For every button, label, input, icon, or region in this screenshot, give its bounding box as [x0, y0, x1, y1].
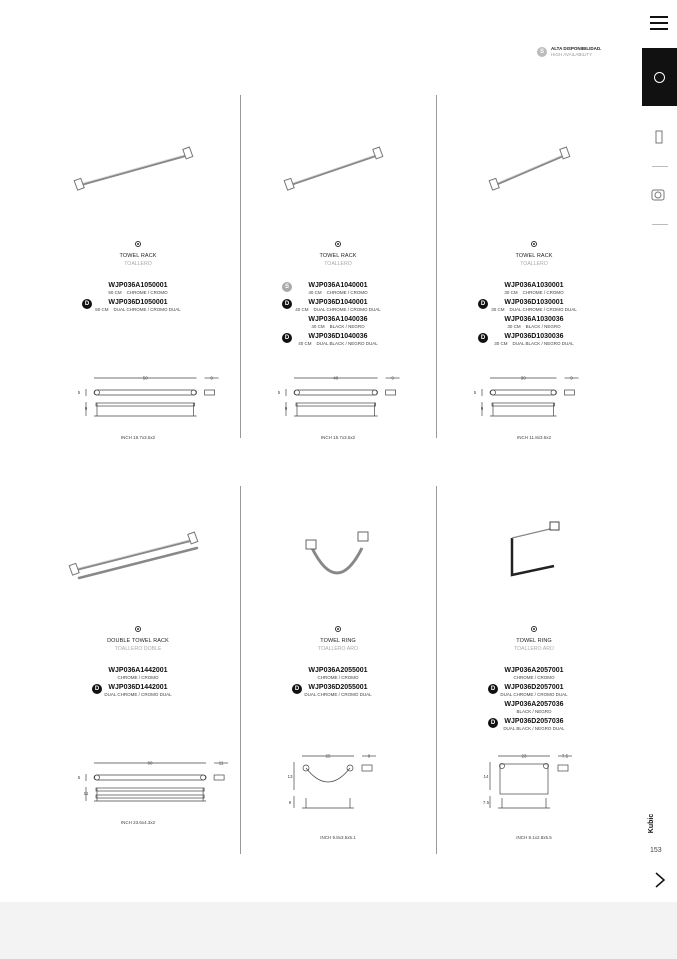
towel-ring-illustration — [306, 532, 368, 573]
reference-row — [242, 684, 434, 701]
reference-size: 30 CM — [491, 307, 505, 312]
reference-code: WJP036D1050001 — [108, 299, 168, 306]
reference-row — [438, 718, 630, 735]
sidebar-separator — [652, 224, 668, 225]
sidebar — [640, 0, 677, 902]
reference-finish — [438, 307, 630, 312]
reference-size: 40 CM — [295, 307, 309, 312]
product-photo — [42, 125, 234, 215]
dual-badge: D — [282, 333, 292, 343]
sidebar-item-accessory[interactable] — [648, 184, 670, 206]
towel-rack-illustration — [69, 532, 198, 578]
reference-finish — [438, 341, 630, 346]
product-type-icon — [531, 626, 537, 632]
reference-finish — [242, 341, 434, 346]
reference-finish-text: BLACK / NEGRO — [525, 324, 561, 329]
footer-band — [0, 902, 677, 959]
reference-size: 40 CM — [298, 341, 312, 346]
product-subname: TOALLERO ARO — [318, 646, 358, 652]
reference-list — [42, 282, 234, 316]
reference-finish-text: DUAL CHROME / CROMO DUAL — [509, 307, 577, 312]
dual-badge: D — [82, 299, 92, 309]
product-subname: TOALLERO ARO — [514, 646, 554, 652]
dimension-width: 30 — [520, 375, 526, 381]
reference-code: WJP036A1040001 — [308, 282, 368, 289]
reference-row — [438, 282, 630, 299]
reference-row — [242, 667, 434, 684]
menu-icon[interactable] — [650, 16, 668, 34]
reference-row — [42, 299, 234, 316]
reference-code: WJP036D2057036 — [504, 718, 564, 725]
dual-badge: D — [478, 299, 488, 309]
reference-finish-text: DUAL BLACK / NEGRO DUAL — [512, 341, 574, 346]
column-divider — [240, 486, 241, 854]
reference-code: WJP036D1040036 — [308, 333, 368, 340]
dimension-projection: 7.5 — [482, 800, 490, 805]
towel-ring-illustration — [512, 522, 559, 575]
dimension-depth: 9 — [367, 753, 371, 759]
inch-dimensions: INCH 19.7x3.5x2 — [120, 435, 156, 440]
reference-size: 40 CM — [311, 324, 325, 329]
dual-badge: D — [488, 684, 498, 694]
sidebar-separator — [652, 166, 668, 167]
technical-drawing — [438, 750, 630, 810]
product-photo — [438, 510, 630, 600]
dimension-projection: 11 — [83, 791, 89, 796]
reference-finish — [242, 692, 434, 697]
reference-size: 50 CM — [95, 307, 109, 312]
inch-dimensions: INCH 11.8x3.5x2 — [517, 435, 551, 440]
reference-finish-text: CHROME / CROMO — [522, 290, 564, 295]
sidebar-item-products[interactable] — [642, 48, 677, 106]
reference-code: WJP036D1040001 — [308, 299, 368, 306]
dimension-height: 5 — [473, 390, 477, 395]
technical-drawing — [42, 755, 234, 815]
reference-row — [42, 282, 234, 299]
product-name: TOWEL RING — [516, 638, 552, 644]
product-type-icon — [335, 626, 341, 632]
reference-code: WJP036A1040036 — [308, 316, 368, 323]
towel-rack-illustration — [284, 147, 383, 190]
reference-finish-text: BLACK / NEGRO — [329, 324, 365, 329]
high-availability-badge: S — [537, 47, 547, 57]
dimension-width: 40 — [333, 375, 339, 381]
reference-code: WJP036D2057001 — [504, 684, 564, 691]
dimension-depth: 7.5 — [561, 753, 569, 759]
reference-finish-text: DUAL CHROME / CROMO DUAL — [313, 307, 381, 312]
ring-icon — [654, 72, 665, 83]
reference-finish — [242, 675, 434, 680]
legend-title: ALTA DISPONIBILIDAD. — [551, 46, 602, 51]
dimension-width: 23 — [521, 753, 527, 759]
reference-row — [42, 667, 234, 684]
chevron-right-icon — [650, 870, 670, 890]
dimension-depth: 9 — [391, 375, 394, 381]
reference-finish-text: DUAL BLACK / NEGRO DUAL — [503, 726, 565, 731]
column-divider — [240, 95, 241, 438]
reference-row — [42, 684, 234, 701]
dual-badge: D — [292, 684, 302, 694]
product-photo — [242, 125, 434, 215]
reference-finish-text: DUAL CHROME / CROMO DUAL — [104, 692, 172, 697]
sidebar-item-towel-rack[interactable] — [648, 126, 670, 148]
reference-finish — [438, 324, 630, 329]
dimension-projection: 9 — [480, 406, 484, 411]
inch-dimensions: INCH 9.1x2.8x5.5 — [516, 835, 552, 840]
dimension-projection: 9 — [288, 800, 292, 805]
brand-label: Kubic — [648, 813, 656, 834]
dual-badge: D — [282, 299, 292, 309]
dimension-width: 60 — [147, 760, 153, 766]
reference-finish — [42, 307, 234, 312]
reference-code: WJP036A1030001 — [504, 282, 564, 289]
dimension-width: 50 — [142, 375, 148, 381]
reference-list — [242, 282, 434, 350]
reference-finish — [42, 290, 234, 295]
reference-row — [438, 684, 630, 701]
reference-row — [242, 299, 434, 316]
reference-code: WJP036D1030036 — [504, 333, 564, 340]
dimension-height: 5 — [77, 390, 81, 395]
reference-row — [438, 299, 630, 316]
technical-drawing — [438, 370, 630, 430]
availability-legend — [537, 46, 601, 58]
reference-size: 30 CM — [494, 341, 508, 346]
reference-size: 40 CM — [308, 290, 322, 295]
reference-code: WJP036A2057036 — [504, 701, 564, 708]
reference-finish-text: CHROME / CROMO — [117, 675, 159, 680]
reference-code: WJP036D1030001 — [504, 299, 564, 306]
inch-dimensions: INCH 9.8x3.5x5.1 — [320, 835, 356, 840]
dual-badge: D — [92, 684, 102, 694]
reference-row — [438, 667, 630, 684]
reference-list — [438, 282, 630, 350]
reference-finish-text: DUAL BLACK / NEGRO DUAL — [316, 341, 378, 346]
reference-finish — [438, 709, 630, 714]
dual-badge: D — [478, 333, 488, 343]
reference-finish-text: DUAL CHROME / CROMO DUAL — [500, 692, 568, 697]
column-divider — [436, 95, 437, 438]
product-name: TOWEL RACK — [515, 253, 553, 259]
dimension-width: 25 — [325, 753, 331, 759]
reference-row — [438, 333, 630, 350]
reference-finish-text: CHROME / CROMO — [326, 290, 368, 295]
page-number: 153 — [650, 847, 662, 854]
reference-row — [242, 333, 434, 350]
product-type-icon — [531, 241, 537, 247]
reference-list — [242, 667, 434, 701]
column-divider — [436, 486, 437, 854]
product-type-icon — [335, 241, 341, 247]
legend-subtitle: HIGH AVAILABILITY — [551, 52, 593, 57]
reference-code: WJP036A1442001 — [108, 667, 168, 674]
dimension-depth: 9 — [210, 375, 213, 381]
reference-finish-text: DUAL CHROME / CROMO DUAL — [304, 692, 372, 697]
reference-list — [438, 667, 630, 735]
product-name: TOWEL RING — [320, 638, 356, 644]
high-availability-badge: S — [282, 282, 292, 292]
reference-finish — [438, 726, 630, 731]
inch-dimensions: INCH 23.6x4.3x2 — [120, 820, 156, 825]
technical-drawing — [242, 750, 434, 810]
inch-dimensions: INCH 15.7x3.5x2 — [320, 435, 356, 440]
reference-finish — [438, 675, 630, 680]
dimension-projection: 9 — [84, 406, 88, 411]
product-name: TOWEL RACK — [119, 253, 157, 259]
reference-finish — [242, 324, 434, 329]
dual-badge: D — [488, 718, 498, 728]
reference-code: WJP036A1030036 — [504, 316, 564, 323]
technical-drawing — [42, 370, 234, 430]
reference-finish — [42, 692, 234, 697]
reference-code: WJP036A2055001 — [308, 667, 368, 674]
next-page-button[interactable] — [650, 870, 670, 890]
reference-size: 30 CM — [504, 290, 518, 295]
accessory-icon — [650, 187, 668, 203]
dimension-depth: 11 — [218, 760, 224, 766]
reference-finish — [242, 307, 434, 312]
towel-rack-icon — [654, 129, 664, 145]
reference-row — [242, 282, 434, 299]
reference-finish — [42, 675, 234, 680]
product-subname: TOALLERO — [520, 261, 548, 267]
reference-finish — [438, 290, 630, 295]
dimension-depth: 9 — [570, 375, 573, 381]
product-name: TOWEL RACK — [319, 253, 357, 259]
product-photo — [242, 510, 434, 600]
reference-row — [438, 701, 630, 718]
reference-code: WJP036D1442001 — [108, 684, 168, 691]
reference-finish-text: CHROME / CROMO — [513, 675, 555, 680]
product-type-icon — [135, 626, 141, 632]
product-subname: TOALLERO — [124, 261, 152, 267]
product-type-icon — [135, 241, 141, 247]
reference-code: WJP036A2057001 — [504, 667, 564, 674]
reference-finish-text: CHROME / CROMO — [317, 675, 359, 680]
towel-rack-illustration — [489, 147, 570, 190]
reference-finish-text: BLACK / NEGRO — [516, 709, 552, 714]
product-subname: TOALLERO DOBLE — [114, 646, 162, 652]
dimension-height: 13 — [287, 774, 293, 779]
dimension-height: 5 — [77, 775, 81, 780]
product-photo — [438, 125, 630, 215]
product-subname: TOALLERO — [324, 261, 352, 267]
technical-drawing — [242, 370, 434, 430]
reference-row — [242, 316, 434, 333]
towel-rack-illustration — [74, 147, 193, 190]
reference-size: 50 CM — [108, 290, 122, 295]
reference-finish — [438, 692, 630, 697]
product-name: DOUBLE TOWEL RACK — [107, 638, 169, 644]
product-photo — [42, 510, 234, 600]
reference-finish-text: DUAL CHROME / CROMO DUAL — [113, 307, 181, 312]
dimension-projection: 9 — [284, 406, 288, 411]
reference-list — [42, 667, 234, 701]
reference-size: 30 CM — [507, 324, 521, 329]
dimension-height: 14 — [483, 774, 489, 779]
reference-code: WJP036A1050001 — [108, 282, 168, 289]
reference-finish — [242, 290, 434, 295]
reference-row — [438, 316, 630, 333]
reference-code: WJP036D2055001 — [308, 684, 368, 691]
reference-finish-text: CHROME / CROMO — [126, 290, 168, 295]
dimension-height: 5 — [277, 390, 281, 395]
